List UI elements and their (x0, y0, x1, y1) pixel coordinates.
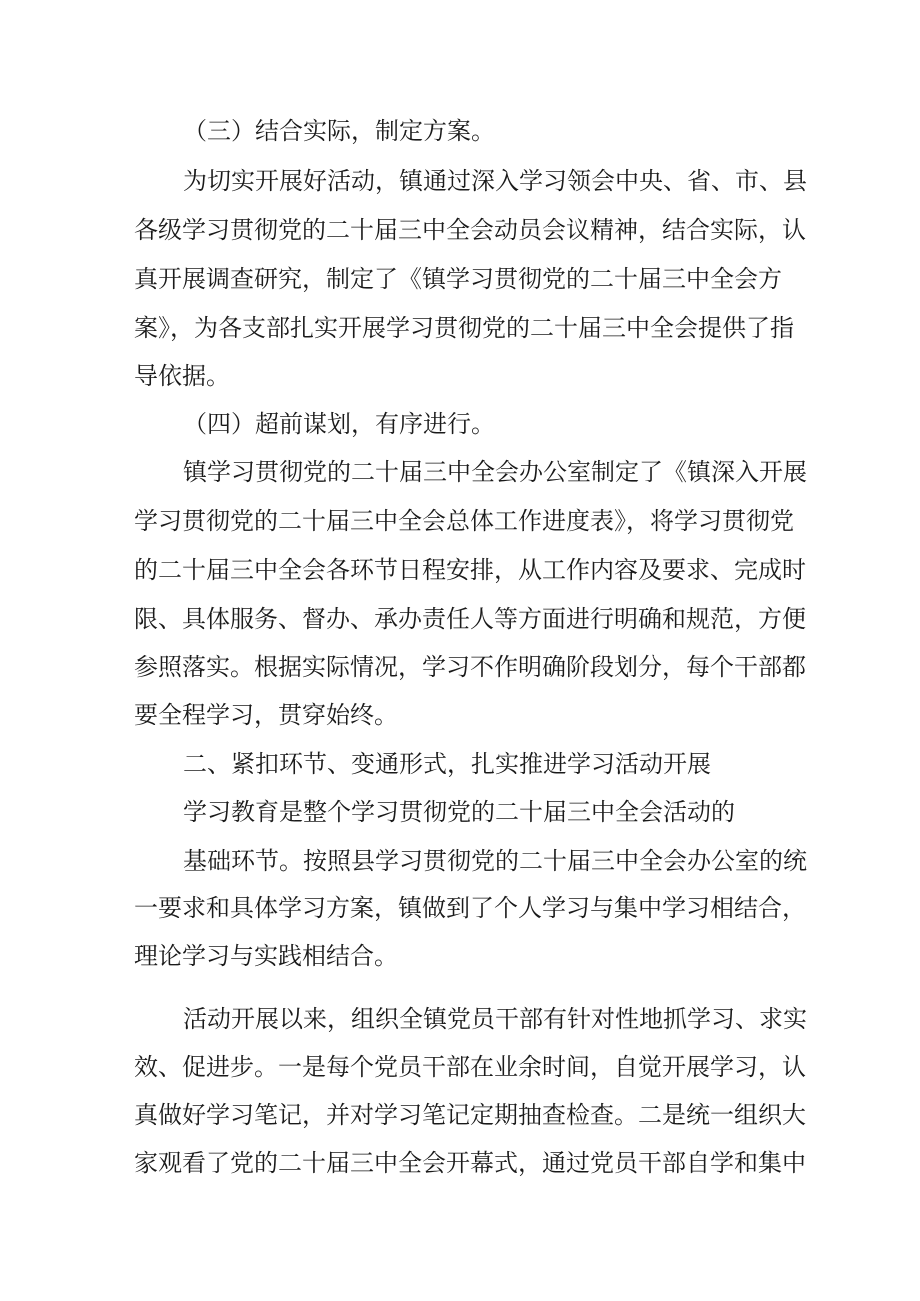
paragraph-line: 案》，为各支部扎实开展学习贯彻党的二十届三中全会提供了指 (134, 314, 794, 342)
paragraph-line: 要全程学习，贯穿始终。 (134, 701, 398, 729)
paragraph-line: 基础环节。按照县学习贯彻党的二十届三中全会办公室的统 (183, 847, 807, 875)
paragraph-line: 镇学习贯彻党的二十届三中全会办公室制定了《镇深入开展 (183, 458, 807, 486)
paragraph-line: 真开展调查研究，制定了《镇学习贯彻党的二十届三中全会方 (134, 265, 782, 293)
paragraph-line: 效、促进步。一是每个党员干部在业余时间，自觉开展学习，认 (134, 1053, 806, 1081)
paragraph-line: 一要求和具体学习方案，镇做到了个人学习与集中学习相结合， (134, 894, 806, 922)
paragraph-line: 为切实开展好活动，镇通过深入学习领会中央、省、市、县 (183, 167, 807, 195)
paragraph-line: 各级学习贯彻党的二十届三中全会动员会议精神，结合实际，认 (134, 216, 806, 244)
paragraph-line: 导依据。 (134, 362, 230, 390)
paragraph-line: 的二十届三中全会各环节日程安排，从工作内容及要求、完成时 (134, 556, 806, 584)
section-heading-2: 二、紧扣环节、变通形式，扎实推进学习活动开展 (183, 750, 711, 778)
section-heading-3: （三）结合实际，制定方案。 (183, 117, 495, 145)
paragraph-line: 限、具体服务、督办、承办责任人等方面进行明确和规范，方便 (134, 605, 806, 633)
paragraph-line: 参照落实。根据实际情况，学习不作明确阶段划分，每个干部都 (134, 653, 806, 681)
paragraph-line: 理论学习与实践相结合。 (134, 942, 398, 970)
section-heading-4: （四）超前谋划，有序进行。 (183, 410, 495, 438)
paragraph-line: 活动开展以来，组织全镇党员干部有针对性地抓学习、求实 (183, 1005, 807, 1033)
paragraph-line: 家观看了党的二十届三中全会开幕式，通过党员干部自学和集中 (134, 1149, 806, 1177)
paragraph-line: 真做好学习笔记，并对学习笔记定期抽查检查。二是统一组织大 (134, 1101, 806, 1129)
paragraph-line: 学习贯彻党的二十届三中全会总体工作进度表》，将学习贯彻党 (134, 507, 794, 535)
paragraph-line: 学习教育是整个学习贯彻党的二十届三中全会活动的 (183, 798, 735, 826)
